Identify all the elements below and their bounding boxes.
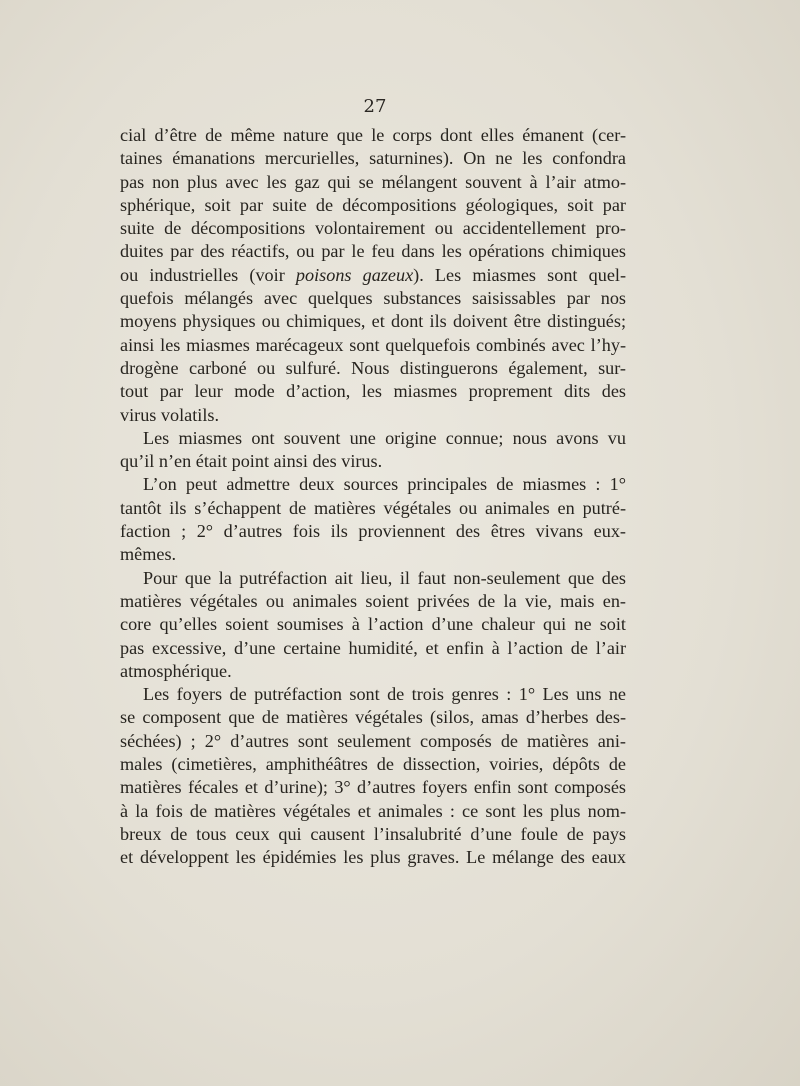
text-line: ainsi les miasmes marécageux sont quelquefois combinés avec l’hy- [120,334,626,355]
text-line: core qu’elles soient soumises à l’action d’une chaleur qui ne soit [120,614,626,635]
page-number: 27 [363,96,387,117]
text-line: atmosphérique. [120,660,232,681]
text-line: drogène carboné ou sulfuré. Nous distinguerons également, sur- [120,357,626,378]
text-line: qu’il n’en était point ainsi des virus. [120,451,383,472]
text-line: tantôt ils s’échappent de matières végétales ou animales en putré- [120,497,626,518]
text-segment: ). Les miasmes sont quel- [413,264,626,285]
text-line [120,264,626,287]
text-line: cial d’être de même nature que le corps dont elles émanent (cer- [120,125,626,145]
text-line: tout par leur mode d’action, les miasmes proprement dits des [120,381,626,402]
text-line: suite de décompositions volontairement ou accidentellement pro- [120,218,626,239]
text-line: matières végétales ou animales soient privées de la vie, mais en- [120,590,626,611]
text-line: sphérique, soit par suite de décompositions géologiques, soit par [120,194,626,215]
text-line: se composent que de matières végétales (silos, amas d’herbes des- [120,707,626,728]
text-line: quefois mélangés avec quelques substances saisissables par nos [120,288,626,309]
text-line: virus volatils. [120,404,220,425]
text-line: taines émanations mercurielles, saturnines). On ne les confondra [120,148,626,169]
text-line: à la fois de matières végétales et animales : ce sont les plus nom- [120,800,626,821]
text-line: pas non plus avec les gaz qui se mélangent souvent à l’air atmo- [120,171,626,192]
text-line: matières fécales et d’urine); 3° d’autres foyers enfin sont composés [120,777,626,798]
text-line: L’on peut admettre deux sources principales de miasmes : 1° [143,474,626,495]
text-line: et développent les épidémies les plus graves. Le mélange des eaux [120,847,626,868]
text-line: Les miasmes ont souvent une origine connue; nous avons vu [143,427,626,448]
text-segment: ou industrielles (voir [120,264,296,285]
text-line: Pour que la putréfaction ait lieu, il faut non-seulement que des [143,567,626,588]
text-line: moyens physiques ou chimiques, et dont ils doivent être distingués; [120,311,626,332]
text-line: Les foyers de putréfaction sont de trois genres : 1° Les uns ne [143,684,626,705]
text-line: breux de tous ceux qui causent l’insalubrité d’une foule de pays [120,823,626,844]
body-text [120,124,626,870]
text-line: faction ; 2° d’autres fois ils proviennent des êtres vivans eux- [120,521,626,542]
text-line: duites par des réactifs, ou par le feu dans les opérations chimiques [120,241,626,262]
text-line: males (cimetières, amphithéâtres de dissection, voiries, dépôts de [120,754,626,775]
text-line: séchées) ; 2° d’autres sont seulement composés de matières ani- [120,730,626,751]
text-line: mêmes. [120,544,177,565]
italic-reference: poisons gazeux [295,264,414,285]
text-line: pas excessive, d’une certaine humidité, et enfin à l’action de l’air [120,637,626,658]
